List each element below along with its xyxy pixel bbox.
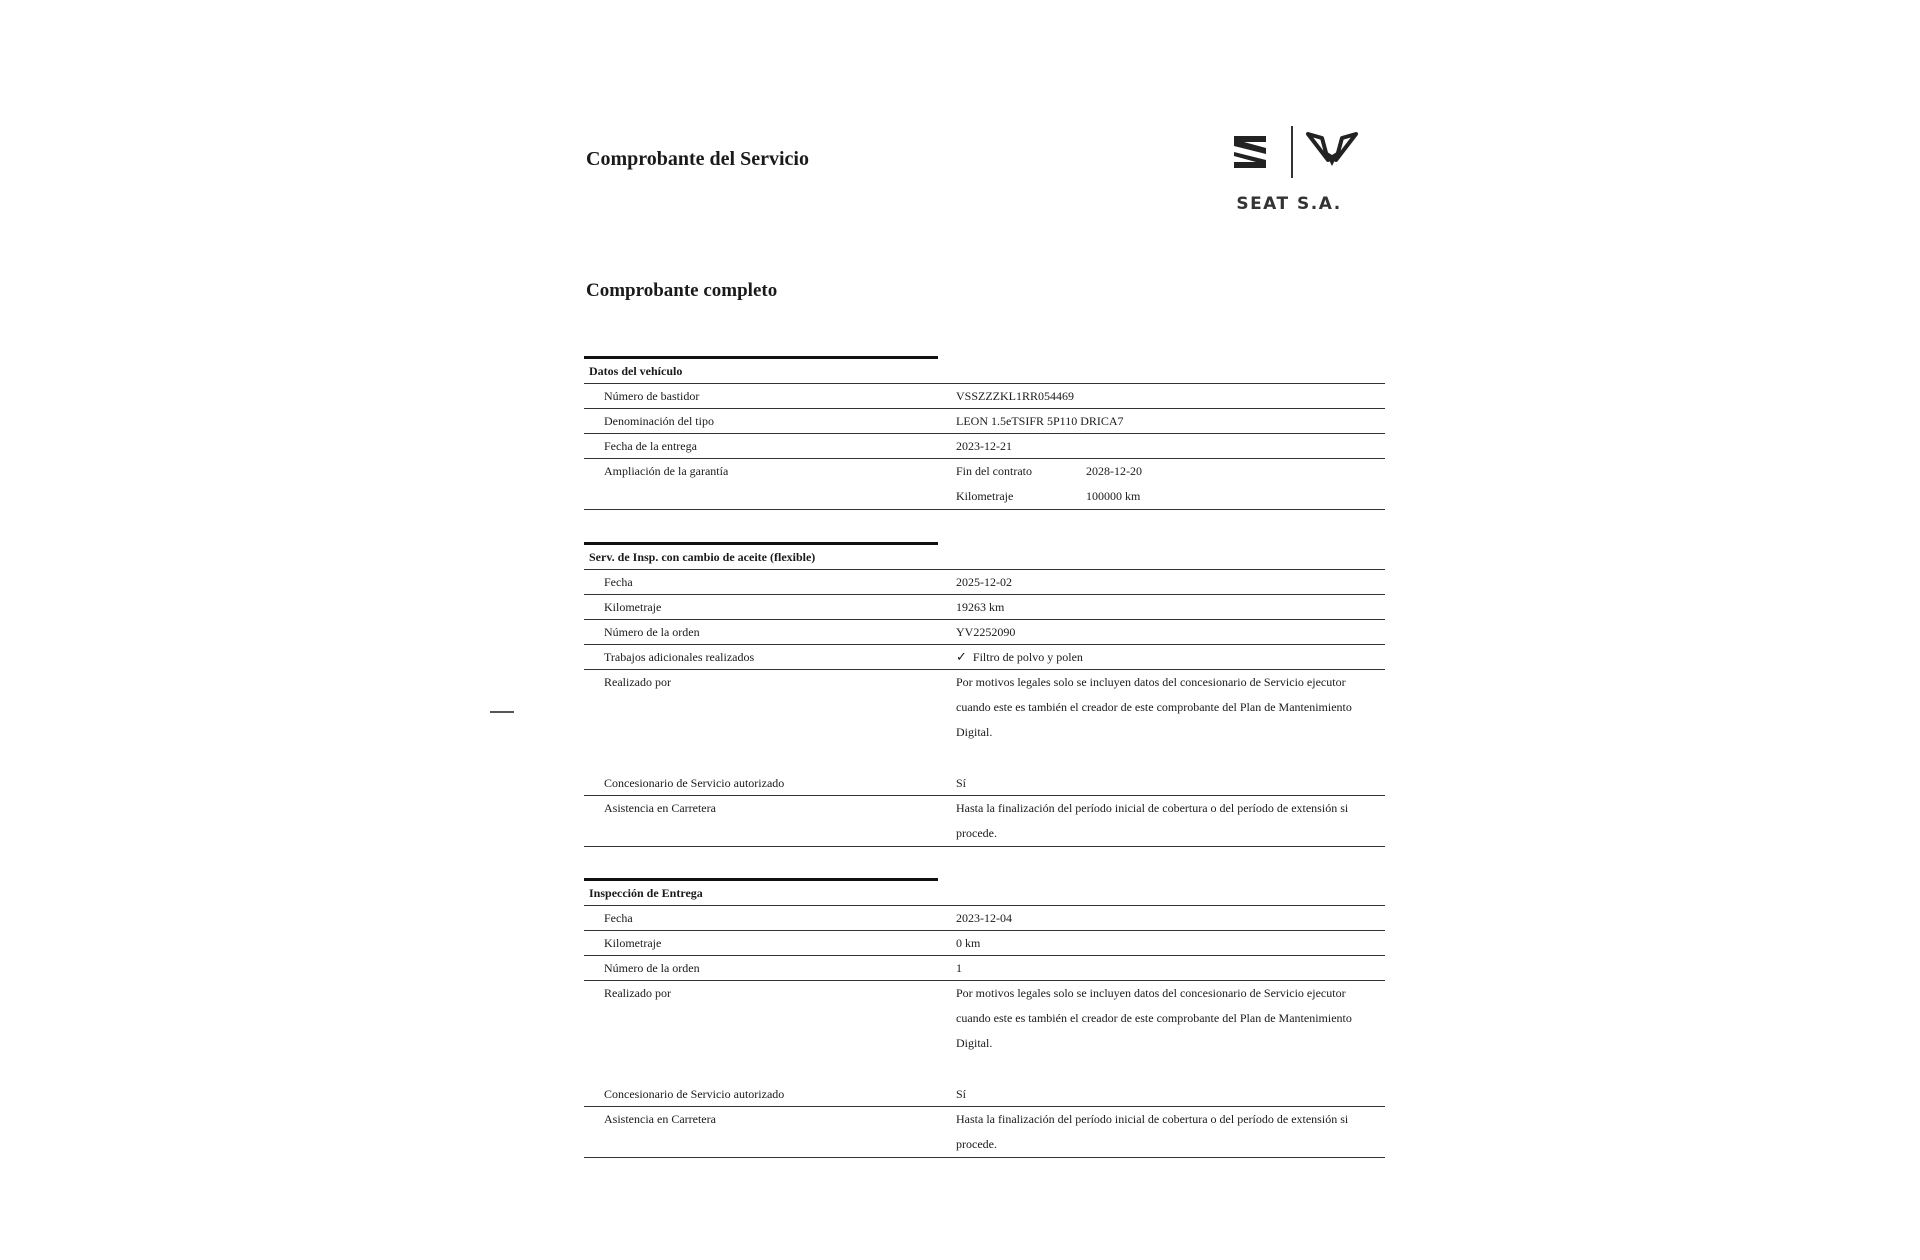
table-row xyxy=(584,931,1385,956)
scan-artifact-dash xyxy=(490,711,514,713)
row-label: Asistencia en Carretera xyxy=(604,1112,716,1126)
row-label: Fecha xyxy=(604,911,633,925)
row-value: 2023-12-21 xyxy=(956,439,1012,453)
row-label: Kilometraje xyxy=(604,936,662,950)
row-value: 1 xyxy=(956,961,962,975)
row-label: Kilometraje xyxy=(604,600,662,614)
row-value: Sí xyxy=(956,776,967,790)
table-row xyxy=(584,981,1385,1056)
row-value: YV2252090 xyxy=(956,625,1016,639)
document-title: Comprobante del Servicio xyxy=(586,148,809,170)
row-label: Número de la orden xyxy=(604,961,700,975)
table-row xyxy=(584,570,1385,595)
row-label: Ampliación de la garantía xyxy=(604,464,729,478)
extra-work-value: Filtro de polvo y polen xyxy=(972,650,1083,664)
table-row xyxy=(584,434,1385,459)
row-value: Por motivos legales solo se incluyen datos del concesionario de Servicio ejecutor cuando este es también el creador de este comprobante del Plan de Mantenimiento Digital. xyxy=(956,986,1352,1050)
row-value xyxy=(956,645,1385,669)
row-label: Realizado por xyxy=(604,986,671,1000)
table-row xyxy=(584,409,1385,434)
vehicle-data-section xyxy=(584,356,1385,510)
company-name: SEAT S.A. xyxy=(1236,194,1342,214)
row-label: Número de bastidor xyxy=(604,389,700,403)
table-row xyxy=(584,771,1385,796)
contract-end-value: 2028-12-20 xyxy=(1086,464,1142,478)
checkmark-icon: ✓ xyxy=(956,650,967,665)
row-label: Realizado por xyxy=(604,675,671,689)
row-value: VSSZZZKL1RR054469 xyxy=(956,389,1075,403)
table-row xyxy=(584,384,1385,409)
row-label: Denominación del tipo xyxy=(604,414,714,428)
row-value: 2025-12-02 xyxy=(956,575,1012,589)
row-label: Concesionario de Servicio autorizado xyxy=(604,1087,785,1101)
row-label: Fecha de la entrega xyxy=(604,439,697,453)
seat-logo-icon xyxy=(1234,136,1266,168)
table-row xyxy=(584,796,1385,847)
table-row xyxy=(584,595,1385,620)
seat-cupra-logo-icon xyxy=(1222,122,1362,182)
section-heading: Inspección de Entrega xyxy=(584,881,1385,906)
table-row xyxy=(584,956,1385,981)
row-label: Número de la orden xyxy=(604,625,700,639)
row-label: Fecha xyxy=(604,575,633,589)
logo-divider xyxy=(1291,126,1293,178)
mileage-value: 100000 km xyxy=(1086,489,1141,503)
contract-end-label: Fin del contrato xyxy=(956,464,1032,478)
row-value: 19263 km xyxy=(956,600,1005,614)
row-value: Por motivos legales solo se incluyen datos del concesionario de Servicio ejecutor cuando este es también el creador de este comprobante del Plan de Mantenimiento Digital. xyxy=(956,675,1352,739)
document-subtitle: Comprobante completo xyxy=(586,280,778,301)
row-value: Sí xyxy=(956,1087,967,1101)
table-row xyxy=(584,670,1385,745)
row-label: Trabajos adicionales realizados xyxy=(604,650,755,664)
table-row xyxy=(584,906,1385,931)
warranty-row xyxy=(584,459,1385,510)
warranty-values xyxy=(956,459,1385,509)
table-row xyxy=(584,620,1385,645)
brand-logo xyxy=(1222,122,1362,218)
row-value: 0 km xyxy=(956,936,981,950)
cupra-logo-icon xyxy=(1308,134,1356,166)
row-value: 2023-12-04 xyxy=(956,911,1012,925)
table-row xyxy=(584,1082,1385,1107)
row-value: Hasta la finalización del período inicial de cobertura o del período de extensión si procede. xyxy=(956,1112,1349,1151)
section-heading: Datos del vehículo xyxy=(584,359,1385,384)
row-label: Concesionario de Servicio autorizado xyxy=(604,776,785,790)
section-heading: Serv. de Insp. con cambio de aceite (flexible) xyxy=(584,545,1385,570)
row-label: Asistencia en Carretera xyxy=(604,801,716,815)
table-row xyxy=(584,645,1385,670)
table-row xyxy=(584,1107,1385,1158)
row-value: LEON 1.5eTSIFR 5P110 DRICA7 xyxy=(956,414,1124,428)
row-value: Hasta la finalización del período inicial de cobertura o del período de extensión si procede. xyxy=(956,801,1349,840)
mileage-label: Kilometraje xyxy=(956,489,1014,503)
delivery-inspection-section xyxy=(584,878,1385,1158)
service-inspection-section xyxy=(584,542,1385,847)
